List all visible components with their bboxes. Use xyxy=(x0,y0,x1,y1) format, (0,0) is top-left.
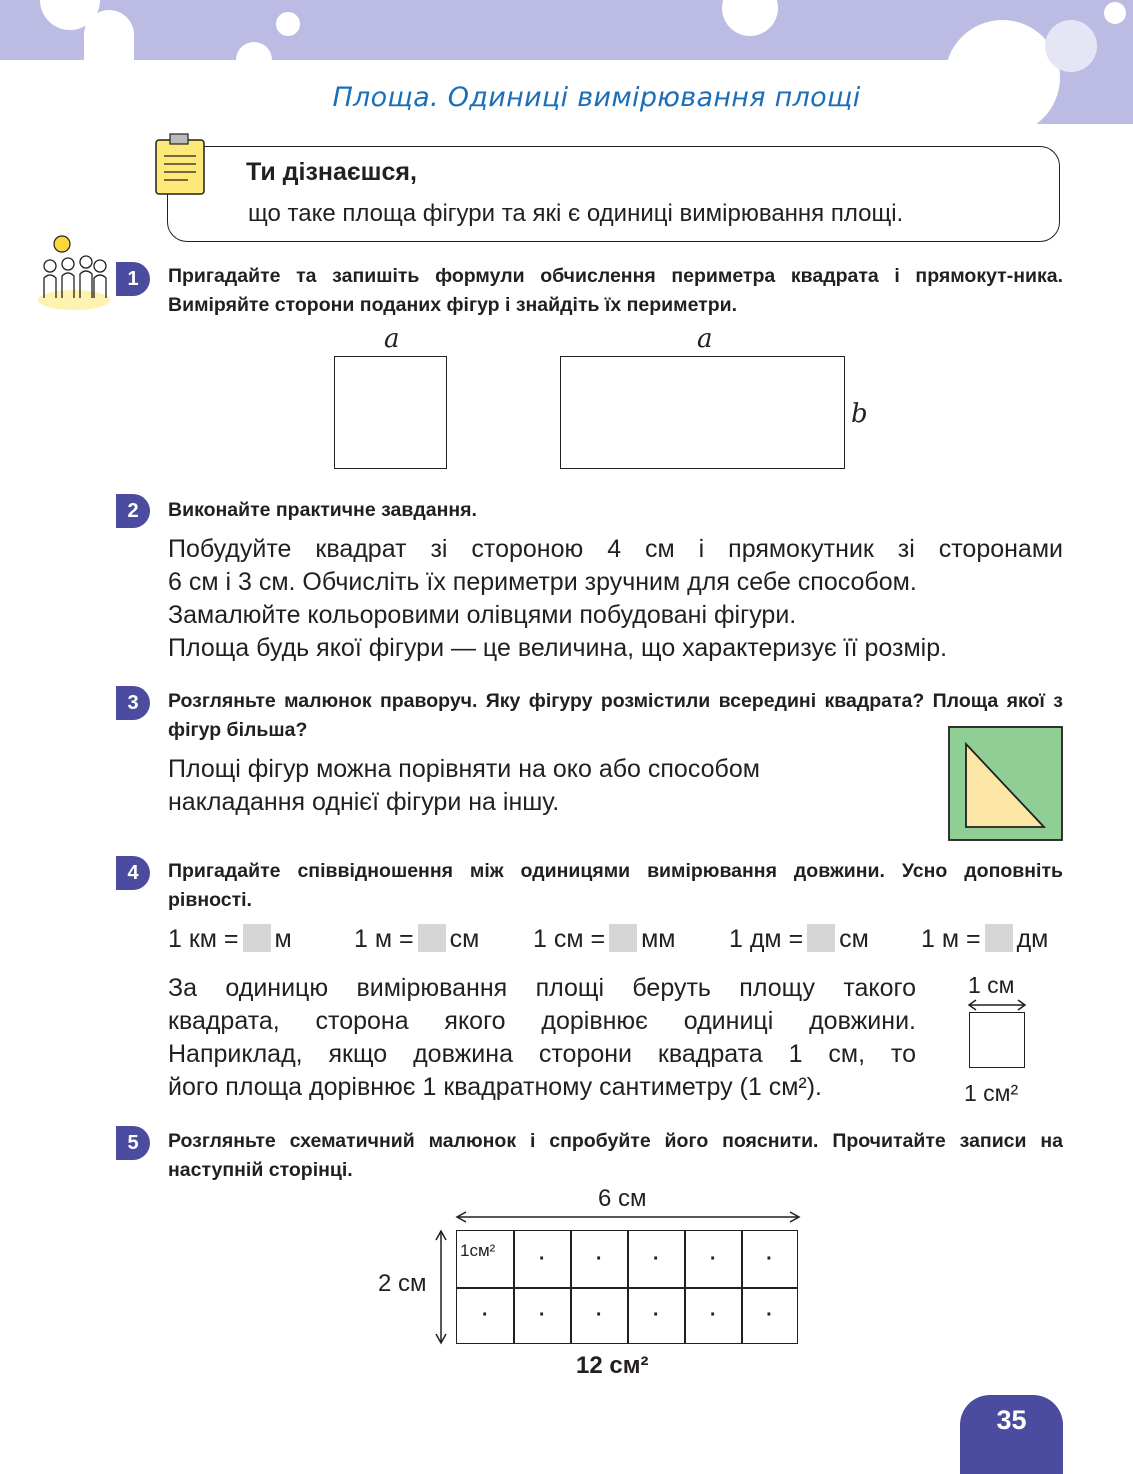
equality-left: 1 дм = xyxy=(729,925,804,953)
learn-text: що таке площа фігури та які є одиниці вимірювання площі. xyxy=(248,200,904,227)
unit-square-bottom-label: 1 см² xyxy=(964,1080,1019,1106)
task-number: 5 xyxy=(116,1126,150,1160)
task-4-text: Пригадайте співвідношення між одиницями вимірювання довжини. Усно доповніть рівності. xyxy=(168,860,1063,911)
body-line: Наприклад, якщо довжина сторони квадрата 1 см, то xyxy=(168,1040,916,1068)
grid-cell: · xyxy=(570,1230,629,1289)
unit-definition xyxy=(168,972,916,1104)
grid-cell: · xyxy=(684,1287,743,1344)
equality-left: 1 км = xyxy=(168,925,239,953)
body-line: його площа дорівнює 1 квадратному сантиметру (1 см²). xyxy=(168,1073,822,1101)
rect-top-label: a xyxy=(697,324,713,354)
body-line: Побудуйте квадрат зі стороною 4 см і прямокутник зі сторонами xyxy=(168,535,1063,563)
decor-circle xyxy=(945,20,1060,135)
equality xyxy=(354,924,479,954)
square-side-label: a xyxy=(384,324,400,354)
unit-square xyxy=(969,1012,1025,1068)
equality-unit: см xyxy=(449,925,480,953)
equality xyxy=(533,924,675,954)
body-line: 6 см і 3 см. Обчисліть їх периметри зручним для себе способом. xyxy=(168,568,917,596)
equality xyxy=(921,924,1048,954)
grid-cell: · xyxy=(513,1230,572,1289)
decor-circle xyxy=(1045,20,1097,72)
square-triangle-figure xyxy=(948,726,1064,842)
group-idea-icon xyxy=(34,232,114,312)
answer-box[interactable] xyxy=(609,924,637,952)
grid-cell: · xyxy=(570,1287,629,1344)
body-line: Замалюйте кольоровими олівцями побудовані фігури. xyxy=(168,601,797,629)
equality-left: 1 см = xyxy=(533,925,606,953)
equality-left: 1 м = xyxy=(354,925,414,953)
task-1-text: Пригадайте та запишіть формули обчислення периметра квадрата і прямокут-ника. Виміряйте сторони поданих фігур і знайдіть їх периметри. xyxy=(168,265,1063,316)
decor-circle xyxy=(84,10,134,60)
learn-heading: Ти дізнаєшся, xyxy=(246,158,417,186)
body-line: Площа будь якої фігури — це величина, що характеризує її розмір. xyxy=(168,634,948,662)
double-arrow xyxy=(966,998,1028,1012)
width-arrow xyxy=(454,1208,802,1226)
equality-unit: мм xyxy=(641,925,676,953)
grid-cell: · xyxy=(627,1230,686,1289)
unit-square-top-label: 1 см xyxy=(968,972,1015,998)
square-figure xyxy=(334,356,447,469)
grid-cell: · xyxy=(741,1230,798,1289)
area-grid xyxy=(456,1230,798,1344)
grid-width-label: 6 см xyxy=(598,1185,647,1212)
grid-cell: 1см² xyxy=(456,1230,515,1289)
grid-cell: · xyxy=(456,1287,515,1344)
equality-unit: м xyxy=(274,925,292,953)
decor-circle xyxy=(1104,2,1126,24)
decor-circle xyxy=(236,42,272,78)
task-3-body xyxy=(168,753,868,819)
body-line: квадрата, сторона якого дорівнює одиниці довжини. xyxy=(168,1007,916,1035)
answer-box[interactable] xyxy=(243,924,271,952)
equality-unit: дм xyxy=(1016,925,1049,953)
rectangle-figure xyxy=(560,356,845,469)
height-arrow xyxy=(432,1228,450,1346)
grid-area-label: 12 см² xyxy=(576,1352,649,1379)
grid-cell: · xyxy=(684,1230,743,1289)
body-line: Площі фігур можна порівняти на око або способом xyxy=(168,755,760,783)
answer-box[interactable] xyxy=(418,924,446,952)
task-2-text: Виконайте практичне завдання. xyxy=(168,499,477,521)
rect-side-label: b xyxy=(851,399,868,429)
task-number: 4 xyxy=(116,856,150,890)
grid-cell: · xyxy=(513,1287,572,1344)
note-icon xyxy=(148,130,212,198)
task-3-text: Розгляньте малюнок праворуч. Яку фігуру розмістили всередині квадрата? Площа якої з фігур більша? xyxy=(168,690,1063,741)
answer-box[interactable] xyxy=(985,924,1013,952)
task-number: 3 xyxy=(116,686,150,720)
equality-unit: см xyxy=(839,925,869,953)
equality xyxy=(168,924,292,954)
task-number: 1 xyxy=(116,262,150,296)
decor-circle xyxy=(276,12,300,36)
grid-cell: · xyxy=(741,1287,798,1344)
grid-cell: · xyxy=(627,1287,686,1344)
task-5-text: Розгляньте схематичний малюнок і спробуйте його пояснити. Прочитайте записи на наступній сторінці. xyxy=(168,1130,1063,1181)
task-number: 2 xyxy=(116,494,150,528)
task-2-body xyxy=(168,533,1063,665)
answer-box[interactable] xyxy=(807,924,835,952)
equality xyxy=(729,924,869,954)
equality-left: 1 м = xyxy=(921,925,981,953)
body-line: За одиницю вимірювання площі беруть площу такого xyxy=(168,974,916,1002)
grid-height-label: 2 см xyxy=(378,1270,427,1297)
body-line: накладання однієї фігури на іншу. xyxy=(168,788,560,816)
page-number: 35 xyxy=(960,1395,1063,1474)
page-title: Площа. Одиниці вимірювання площі xyxy=(332,82,861,113)
